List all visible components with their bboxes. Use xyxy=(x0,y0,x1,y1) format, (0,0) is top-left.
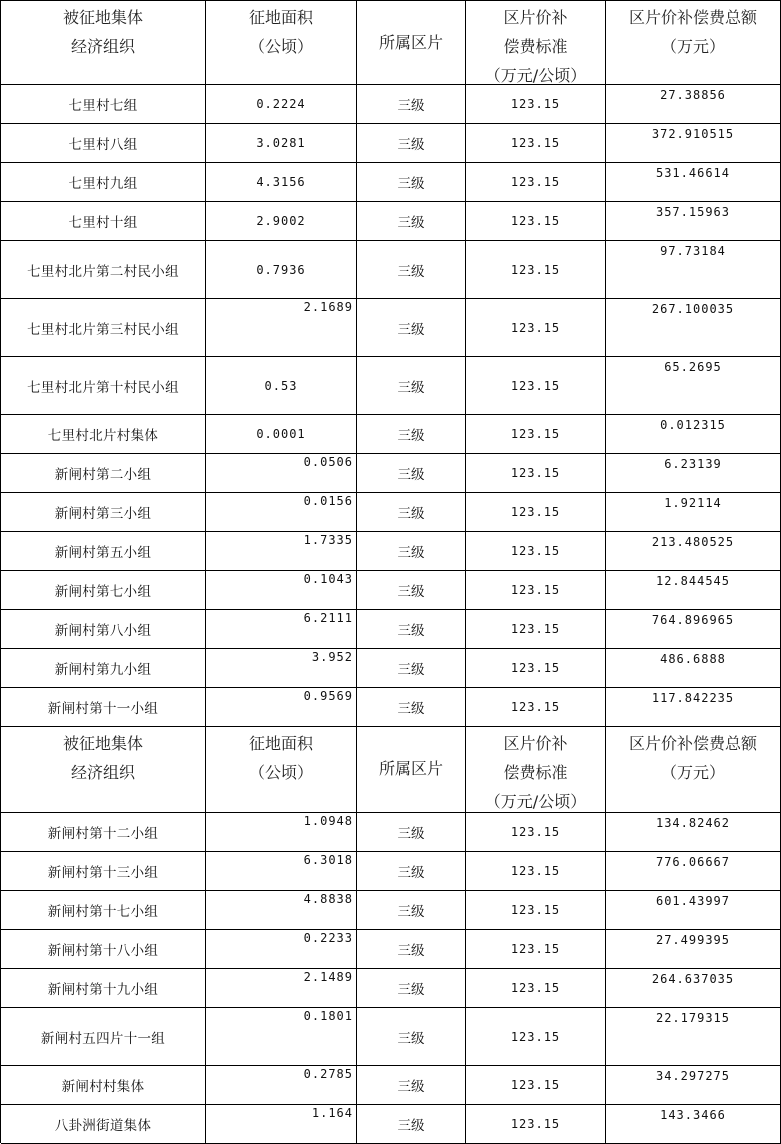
zone-level: 三级 xyxy=(357,124,466,162)
collective-name: 七里村北片第十村民小组 xyxy=(1,357,206,414)
total-value: 213.480525 xyxy=(606,532,781,570)
table-row xyxy=(1,649,781,688)
total-value: 1.92114 xyxy=(606,493,781,531)
total-value: 264.637035 xyxy=(606,969,781,1007)
zone-level: 三级 xyxy=(357,163,466,201)
table-row xyxy=(1,415,781,454)
area-value: 2.1489 xyxy=(206,969,357,1007)
zone-level: 三级 xyxy=(357,532,466,570)
header-zone-line: 所属区片 xyxy=(378,759,443,778)
total-value: 65.2695 xyxy=(606,357,781,414)
table-row xyxy=(1,1008,781,1066)
standard-value: 123.15 xyxy=(466,1008,606,1065)
area-value: 0.53 xyxy=(206,357,357,414)
zone-level: 三级 xyxy=(357,1105,466,1143)
zone-level: 三级 xyxy=(357,930,466,968)
total-value: 6.23139 xyxy=(606,454,781,492)
zone-level: 三级 xyxy=(357,852,466,890)
area-value: 4.8838 xyxy=(206,891,357,929)
standard-value: 123.15 xyxy=(466,649,606,687)
header-area xyxy=(206,1,357,84)
total-value: 117.842235 xyxy=(606,688,781,726)
zone-level: 三级 xyxy=(357,571,466,609)
header-zone xyxy=(357,1,466,84)
zone-level: 三级 xyxy=(357,891,466,929)
header-standard xyxy=(466,727,606,812)
header-standard-line: 偿费标准 xyxy=(503,37,568,56)
header-total xyxy=(606,1,781,84)
table-row xyxy=(1,454,781,493)
total-value: 97.73184 xyxy=(606,241,781,298)
area-value: 0.2785 xyxy=(206,1066,357,1104)
area-value: 0.0156 xyxy=(206,493,357,531)
standard-value: 123.15 xyxy=(466,1066,606,1104)
total-value: 22.179315 xyxy=(606,1008,781,1065)
collective-name: 新闸村第九小组 xyxy=(1,649,206,687)
table-row xyxy=(1,813,781,852)
area-value: 0.2224 xyxy=(206,85,357,123)
area-value: 0.7936 xyxy=(206,241,357,298)
table-row xyxy=(1,124,781,163)
table-row xyxy=(1,202,781,241)
total-value: 764.896965 xyxy=(606,610,781,648)
total-value: 486.6888 xyxy=(606,649,781,687)
header-standard-line: 偿费标准 xyxy=(503,763,568,782)
total-value: 12.844545 xyxy=(606,571,781,609)
collective-name: 新闸村第七小组 xyxy=(1,571,206,609)
header-zone-line: 所属区片 xyxy=(378,33,443,52)
header-total-line: 区片价补偿费总额 xyxy=(628,8,757,27)
collective-name: 新闸村村集体 xyxy=(1,1066,206,1104)
zone-level: 三级 xyxy=(357,610,466,648)
header-area-line: （公顷） xyxy=(248,763,313,782)
collective-name: 七里村九组 xyxy=(1,163,206,201)
zone-level: 三级 xyxy=(357,454,466,492)
standard-value: 123.15 xyxy=(466,969,606,1007)
header-collective-line: 被征地集体 xyxy=(62,8,143,27)
area-value: 2.1689 xyxy=(206,299,357,356)
zone-level: 三级 xyxy=(357,85,466,123)
table-row xyxy=(1,299,781,357)
collective-name: 八卦洲街道集体 xyxy=(1,1105,206,1143)
total-value: 776.06667 xyxy=(606,852,781,890)
header-collective-line: 经济组织 xyxy=(70,37,135,56)
area-value: 1.164 xyxy=(206,1105,357,1143)
standard-value: 123.15 xyxy=(466,1105,606,1143)
standard-value: 123.15 xyxy=(466,610,606,648)
header-area xyxy=(206,727,357,812)
collective-name: 新闸村第十七小组 xyxy=(1,891,206,929)
zone-level: 三级 xyxy=(357,415,466,453)
table-row xyxy=(1,571,781,610)
collective-name: 七里村北片村集体 xyxy=(1,415,206,453)
table-row xyxy=(1,610,781,649)
zone-level: 三级 xyxy=(357,813,466,851)
collective-name: 新闸村第二小组 xyxy=(1,454,206,492)
collective-name: 新闸村第十二小组 xyxy=(1,813,206,851)
table-row xyxy=(1,930,781,969)
collective-name: 七里村北片第三村民小组 xyxy=(1,299,206,356)
header-total-line: 区片价补偿费总额 xyxy=(628,734,757,753)
header-collective xyxy=(1,727,206,812)
zone-level: 三级 xyxy=(357,1008,466,1065)
total-value: 267.100035 xyxy=(606,299,781,356)
total-value: 134.82462 xyxy=(606,813,781,851)
area-value: 1.0948 xyxy=(206,813,357,851)
table-row xyxy=(1,1105,781,1144)
collective-name: 新闸村第五小组 xyxy=(1,532,206,570)
standard-value: 123.15 xyxy=(466,299,606,356)
header-area-line: 征地面积 xyxy=(248,8,313,27)
standard-value: 123.15 xyxy=(466,493,606,531)
total-value: 27.499395 xyxy=(606,930,781,968)
standard-value: 123.15 xyxy=(466,813,606,851)
standard-value: 123.15 xyxy=(466,85,606,123)
standard-value: 123.15 xyxy=(466,415,606,453)
area-value: 0.0506 xyxy=(206,454,357,492)
zone-level: 三级 xyxy=(357,299,466,356)
standard-value: 123.15 xyxy=(466,241,606,298)
header-total-line: （万元） xyxy=(660,37,725,56)
table-row xyxy=(1,532,781,571)
total-value: 143.3466 xyxy=(606,1105,781,1143)
standard-value: 123.15 xyxy=(466,532,606,570)
table-row xyxy=(1,357,781,415)
zone-level: 三级 xyxy=(357,493,466,531)
collective-name: 七里村七组 xyxy=(1,85,206,123)
collective-name: 新闸村第十一小组 xyxy=(1,688,206,726)
area-value: 0.1801 xyxy=(206,1008,357,1065)
header-zone xyxy=(357,727,466,812)
standard-value: 123.15 xyxy=(466,852,606,890)
collective-name: 新闸村第三小组 xyxy=(1,493,206,531)
header-standard xyxy=(466,1,606,84)
collective-name: 新闸村第十三小组 xyxy=(1,852,206,890)
collective-name: 新闸村五四片十一组 xyxy=(1,1008,206,1065)
standard-value: 123.15 xyxy=(466,891,606,929)
header-standard-line: （万元/公顷） xyxy=(484,792,587,811)
total-value: 531.46614 xyxy=(606,163,781,201)
header-row xyxy=(1,727,781,813)
table-row xyxy=(1,852,781,891)
header-area-line: 征地面积 xyxy=(248,734,313,753)
area-value: 0.0001 xyxy=(206,415,357,453)
area-value: 6.2111 xyxy=(206,610,357,648)
header-collective xyxy=(1,1,206,84)
total-value: 357.15963 xyxy=(606,202,781,240)
standard-value: 123.15 xyxy=(466,571,606,609)
zone-level: 三级 xyxy=(357,649,466,687)
collective-name: 七里村八组 xyxy=(1,124,206,162)
standard-value: 123.15 xyxy=(466,124,606,162)
area-value: 4.3156 xyxy=(206,163,357,201)
header-standard-line: 区片价补 xyxy=(503,734,568,753)
table-row xyxy=(1,163,781,202)
table-row xyxy=(1,891,781,930)
zone-level: 三级 xyxy=(357,1066,466,1104)
zone-level: 三级 xyxy=(357,202,466,240)
collective-name: 新闸村第十九小组 xyxy=(1,969,206,1007)
area-value: 2.9002 xyxy=(206,202,357,240)
total-value: 27.38856 xyxy=(606,85,781,123)
table-row xyxy=(1,85,781,124)
table-row xyxy=(1,241,781,299)
zone-level: 三级 xyxy=(357,969,466,1007)
standard-value: 123.15 xyxy=(466,688,606,726)
zone-level: 三级 xyxy=(357,357,466,414)
area-value: 0.9569 xyxy=(206,688,357,726)
table-row xyxy=(1,688,781,727)
total-value: 372.910515 xyxy=(606,124,781,162)
total-value: 34.297275 xyxy=(606,1066,781,1104)
collective-name: 新闸村第十八小组 xyxy=(1,930,206,968)
header-total-line: （万元） xyxy=(660,763,725,782)
collective-name: 七里村北片第二村民小组 xyxy=(1,241,206,298)
collective-name: 七里村十组 xyxy=(1,202,206,240)
standard-value: 123.15 xyxy=(466,163,606,201)
standard-value: 123.15 xyxy=(466,202,606,240)
zone-level: 三级 xyxy=(357,688,466,726)
area-value: 3.952 xyxy=(206,649,357,687)
standard-value: 123.15 xyxy=(466,454,606,492)
area-value: 0.2233 xyxy=(206,930,357,968)
table-row xyxy=(1,969,781,1008)
area-value: 1.7335 xyxy=(206,532,357,570)
standard-value: 123.15 xyxy=(466,930,606,968)
header-total xyxy=(606,727,781,812)
area-value: 3.0281 xyxy=(206,124,357,162)
collective-name: 新闸村第八小组 xyxy=(1,610,206,648)
header-area-line: （公顷） xyxy=(248,37,313,56)
header-collective-line: 被征地集体 xyxy=(62,734,143,753)
table-row xyxy=(1,1066,781,1105)
area-value: 6.3018 xyxy=(206,852,357,890)
header-standard-line: 区片价补 xyxy=(503,8,568,27)
header-collective-line: 经济组织 xyxy=(70,763,135,782)
area-value: 0.1043 xyxy=(206,571,357,609)
zone-level: 三级 xyxy=(357,241,466,298)
total-value: 0.012315 xyxy=(606,415,781,453)
table-row xyxy=(1,493,781,532)
standard-value: 123.15 xyxy=(466,357,606,414)
header-standard-line: （万元/公顷） xyxy=(484,66,587,85)
header-row xyxy=(1,1,781,85)
total-value: 601.43997 xyxy=(606,891,781,929)
